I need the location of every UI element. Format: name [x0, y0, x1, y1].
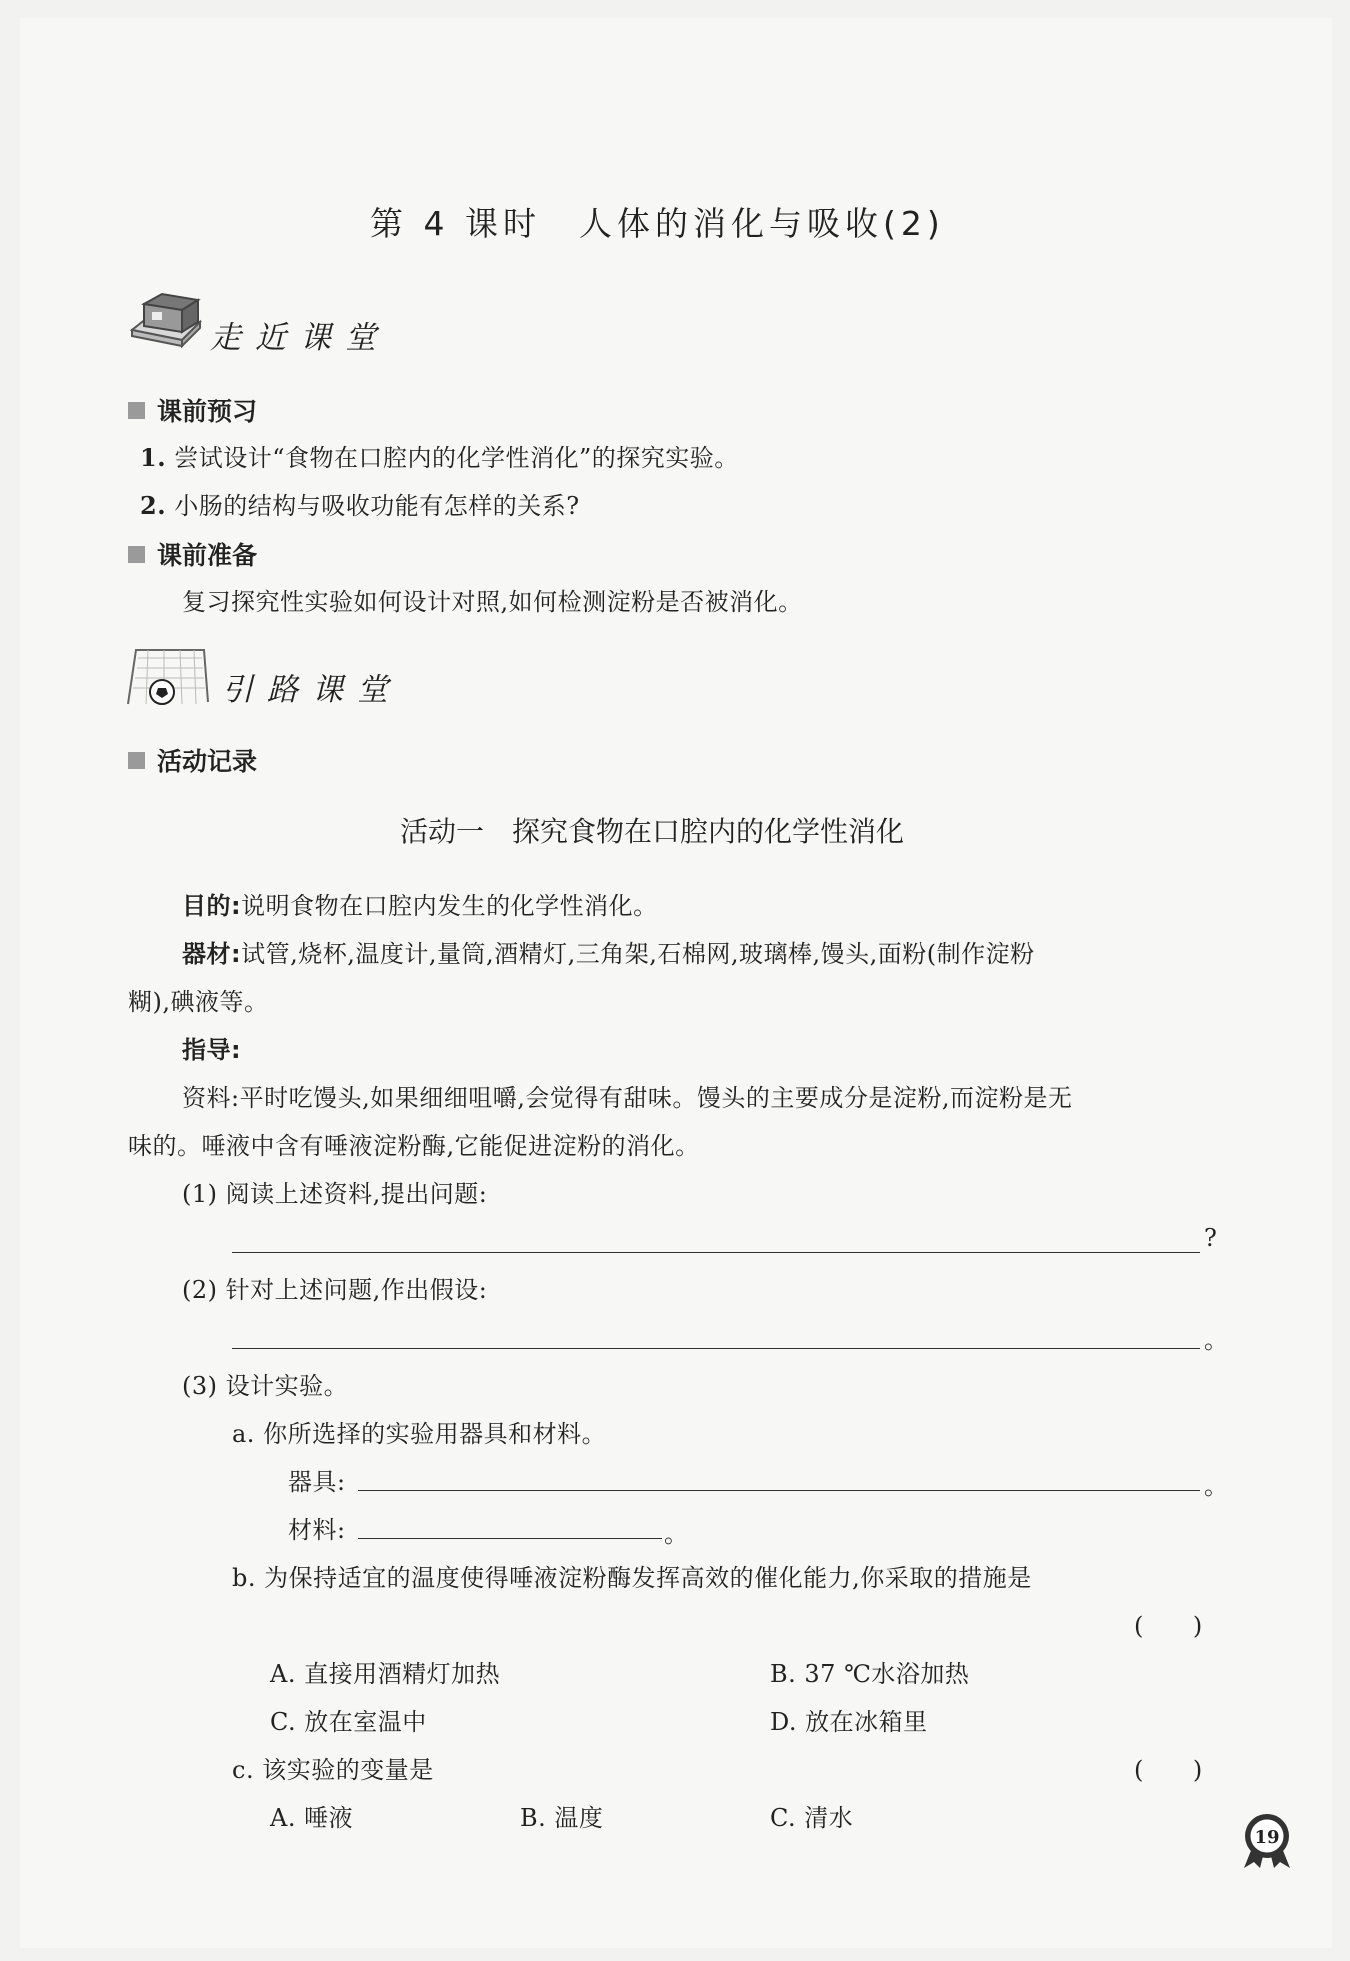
option-3b-a[interactable]: A. 直接用酒精灯加热 — [270, 1660, 501, 1688]
page-number-badge — [1238, 1812, 1296, 1870]
materials-answer-line[interactable] — [358, 1538, 662, 1539]
option-3b-c[interactable]: C. 放在室温中 — [270, 1708, 427, 1736]
tools-label: 器具: — [288, 1468, 346, 1496]
purpose-text: 说明食物在口腔内发生的化学性消化。 — [241, 892, 658, 920]
prepare-heading-label: 课前准备 — [157, 541, 258, 570]
materials-line-1 — [182, 934, 1035, 969]
preview-item-1 — [140, 438, 739, 473]
materials-line-2: 糊),碘液等。 — [128, 988, 269, 1016]
materials-label: 器材: — [182, 940, 242, 968]
prepare-text: 复习探究性实验如何设计对照,如何检测淀粉是否被消化。 — [182, 588, 803, 616]
purpose-line — [182, 886, 658, 921]
books-icon — [122, 292, 204, 352]
materials-answer-end: 。 — [664, 1520, 689, 1548]
tools-end: 。 — [1204, 1472, 1229, 1500]
preview-item-2-num: 2. — [140, 491, 167, 520]
prepare-heading — [128, 536, 257, 572]
square-bullet-icon — [128, 402, 145, 419]
option-3c-c[interactable]: C. 清水 — [770, 1804, 854, 1832]
guide-label: 指导: — [182, 1036, 242, 1064]
materials-text-1: 试管,烧杯,温度计,量筒,酒精灯,三角架,石棉网,玻璃棒,馒头,面粉(制作淀粉 — [241, 940, 1035, 968]
option-3b-b[interactable]: B. 37 ℃水浴加热 — [770, 1660, 970, 1688]
preview-item-1-num: 1. — [140, 443, 167, 472]
answer-line-1[interactable] — [232, 1252, 1200, 1253]
preview-item-1-text: 尝试设计“食物在口腔内的化学性消化”的探究实验。 — [174, 444, 739, 472]
page-number: 19 — [1254, 1827, 1280, 1848]
activity-title: 活动一 探究食物在口腔内的化学性消化 — [400, 815, 905, 848]
option-3c-a[interactable]: A. 唾液 — [270, 1804, 354, 1832]
question-1: (1) 阅读上述资料,提出问题: — [182, 1180, 488, 1208]
question-2-end: 。 — [1204, 1326, 1229, 1354]
question-3c-bracket[interactable]: ( ) — [1134, 1756, 1203, 1784]
tools-answer-line[interactable] — [358, 1490, 1200, 1491]
question-2: (2) 针对上述问题,作出假设: — [182, 1276, 488, 1304]
square-bullet-icon — [128, 752, 145, 769]
question-1-end: ? — [1204, 1224, 1218, 1252]
option-3b-d[interactable]: D. 放在冰箱里 — [770, 1708, 928, 1736]
question-3c: c. 该实验的变量是 — [232, 1756, 434, 1784]
record-heading-label: 活动记录 — [157, 747, 258, 776]
materials-answer-label: 材料: — [288, 1516, 346, 1544]
soccer-goal-icon — [124, 646, 212, 708]
section-title-intro: 走近课堂 — [210, 320, 390, 356]
preview-heading — [128, 392, 257, 428]
question-3b-bracket[interactable]: ( ) — [1134, 1612, 1203, 1640]
record-heading — [128, 742, 257, 778]
question-3a: a. 你所选择的实验用器具和材料。 — [232, 1420, 607, 1448]
preview-item-2 — [140, 486, 580, 521]
answer-line-2[interactable] — [232, 1348, 1200, 1349]
section-title-guide: 引路课堂 — [222, 672, 402, 708]
info-line-2: 味的。唾液中含有唾液淀粉酶,它能促进淀粉的消化。 — [128, 1132, 700, 1160]
option-3c-b[interactable]: B. 温度 — [520, 1804, 604, 1832]
page-title: 第 4 课时 人体的消化与吸收(2) — [370, 204, 945, 243]
preview-item-2-text: 小肠的结构与吸收功能有怎样的关系? — [174, 492, 580, 520]
square-bullet-icon — [128, 546, 145, 563]
preview-heading-label: 课前预习 — [157, 397, 258, 426]
purpose-label: 目的: — [182, 892, 242, 920]
question-3b: b. 为保持适宜的温度使得唾液淀粉酶发挥高效的催化能力,你采取的措施是 — [232, 1564, 1032, 1592]
question-3: (3) 设计实验。 — [182, 1372, 349, 1400]
info-line-1: 资料:平时吃馒头,如果细细咀嚼,会觉得有甜味。馒头的主要成分是淀粉,而淀粉是无 — [182, 1084, 1073, 1112]
